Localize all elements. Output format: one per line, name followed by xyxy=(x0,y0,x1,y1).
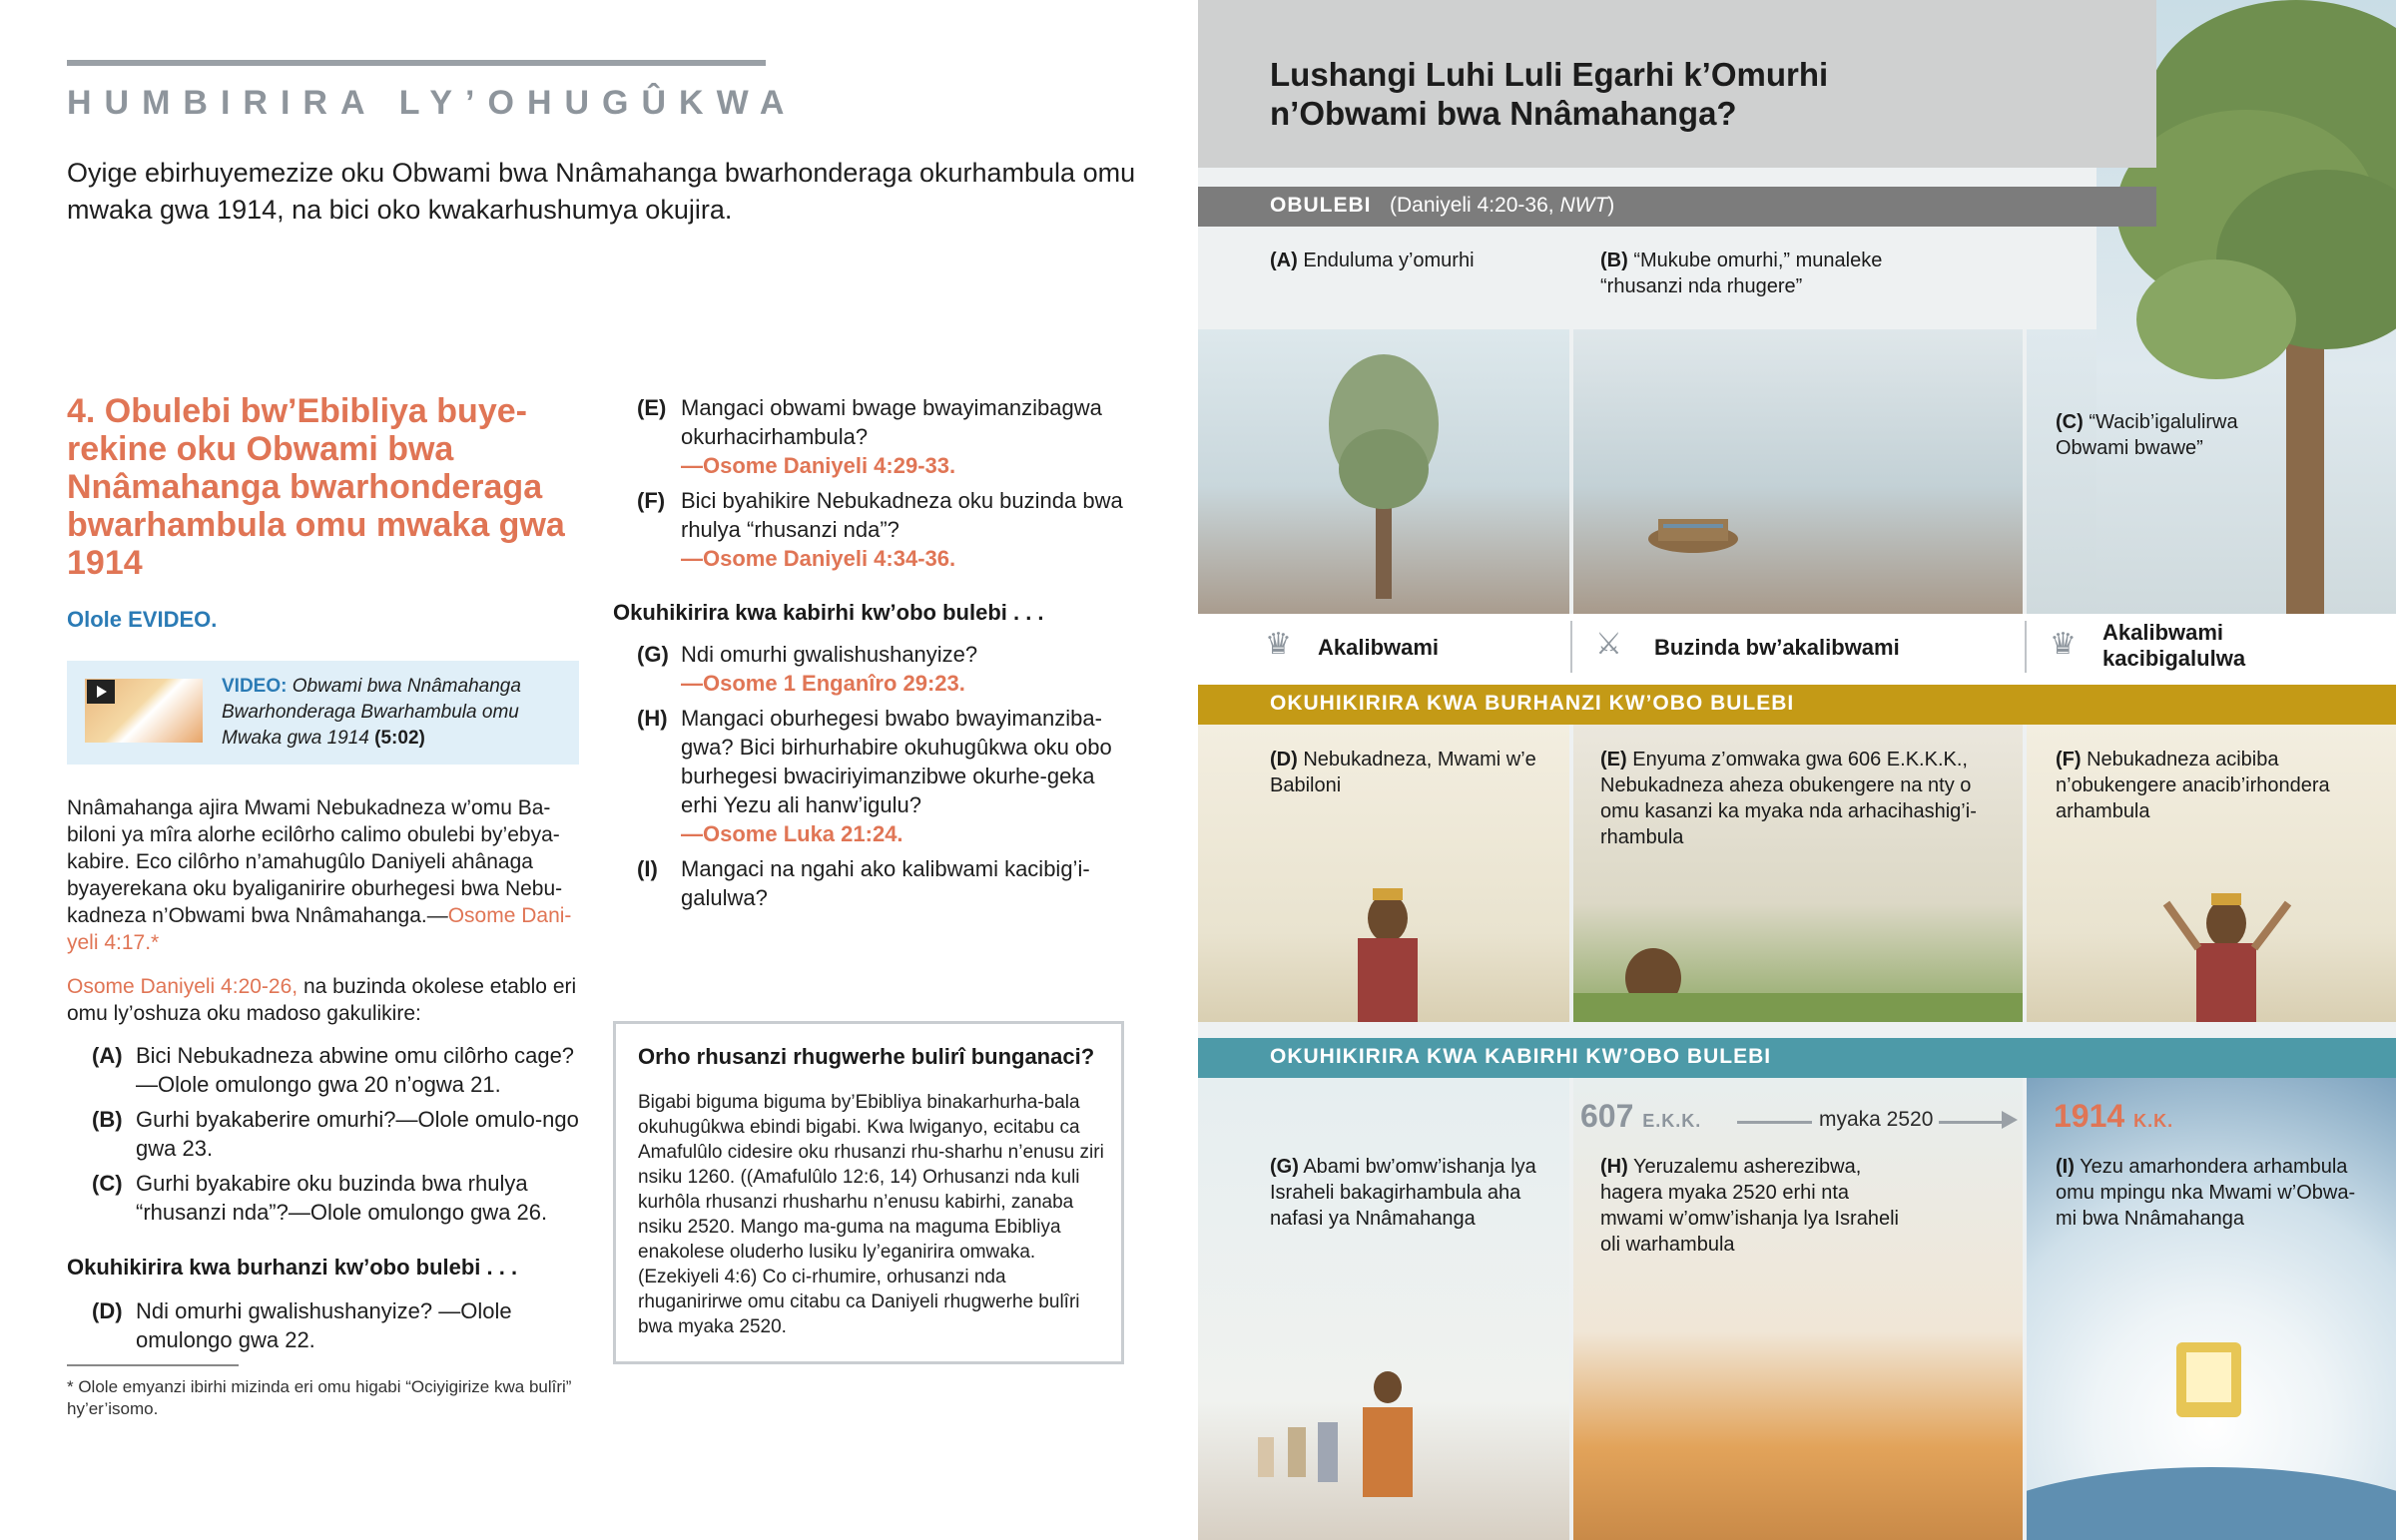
first-item-e xyxy=(1600,747,2005,850)
item-text: “Wacib’igalulirwa Obwami bwawe” xyxy=(2056,411,2238,459)
item-label: (F) xyxy=(2056,749,2082,770)
box-title: Orho rhusanzi rhugwerhe bulirî bunganaci? xyxy=(638,1044,1095,1069)
band-first-label: OKUHIKIRIRA KWA BURHANZI KW’OBO BULEBI xyxy=(1270,692,1795,715)
item-label: (C) xyxy=(2056,411,2084,433)
band-prophecy-label xyxy=(1270,194,1614,218)
video-duration: (5:02) xyxy=(374,728,425,749)
ref-text: (Daniyeli 4:20-36, xyxy=(1390,194,1554,217)
item-label: (D) xyxy=(1270,749,1298,770)
kingship-label-3: Akalibwami kacibigalulwa xyxy=(2102,620,2246,671)
scripture-ref[interactable]: —Osome 1 Enganîro 29:23. xyxy=(681,671,965,696)
kings-illustration xyxy=(1198,1367,1569,1540)
question-item xyxy=(92,1041,581,1099)
item-text: Yeruzalemu asherezibwa, hagera myaka 2520 erhi nta mwami w’omw’ishanja lya Israheli oli warhambula xyxy=(1600,1156,1899,1256)
item-label: (I) xyxy=(2056,1156,2075,1178)
question-label: (G) xyxy=(637,642,669,667)
question-text: Ndi omurhi gwalishushanyize? —Olole omulongo gwa 22. xyxy=(136,1298,512,1352)
item-label: (H) xyxy=(1600,1156,1628,1178)
divider xyxy=(1570,621,1572,673)
question-text: Bici byahikire Nebukadneza oku buzinda bwa rhulya “rhusanzi nda”? xyxy=(681,488,1123,542)
scene-jerusalem xyxy=(1573,1078,2023,1540)
divider xyxy=(2025,621,2027,673)
item-text: “Mukube omurhi,” munaleke “rhusanzi nda rhugere” xyxy=(1600,250,1883,297)
prophecy-item-a xyxy=(1270,248,1569,273)
prophecy-item-b xyxy=(1600,248,1930,299)
subhead-first-fulfillment: Okuhikirira kwa burhanzi kw’obo bulebi . . . xyxy=(67,1255,518,1280)
item-label: (B) xyxy=(1600,250,1628,271)
question-label: (C) xyxy=(92,1171,123,1196)
king-illustration xyxy=(1198,878,1569,1022)
ref-close: ) xyxy=(1607,194,1615,217)
crossed-crown-icon: ⚔ xyxy=(1595,628,1622,661)
item-text: Abami bw’omw’ishanja lya Israheli bakagirhambula aha nafasi ya Nnâmahanga xyxy=(1270,1156,1536,1230)
year-value: 1914 xyxy=(2054,1098,2125,1134)
item-text: Enduluma y’omurhi xyxy=(1303,250,1475,271)
question-text: Ndi omurhi gwalishushanyize? xyxy=(681,642,978,667)
scripture-ref[interactable]: Osome Dani-yeli 4:17.* xyxy=(67,904,572,954)
scene-restored xyxy=(2027,329,2096,614)
ref-italic: NWT xyxy=(1559,194,1608,217)
second-item-g xyxy=(1270,1154,1559,1232)
question-label: (B) xyxy=(92,1107,123,1132)
timeline-span: myaka 2520 xyxy=(1819,1108,1934,1131)
question-label: (F) xyxy=(637,488,666,513)
first-item-d xyxy=(1270,747,1549,798)
question-label: (D) xyxy=(92,1298,123,1323)
questions-g-i xyxy=(637,640,1136,912)
sidebar-box xyxy=(613,1021,1124,1364)
question-item xyxy=(637,393,1136,480)
crown-icon: ♛ xyxy=(1265,628,1292,661)
stump-illustration xyxy=(1573,329,2023,614)
video-caption[interactable] xyxy=(222,674,566,752)
band-label: OBULEBI xyxy=(1270,194,1372,217)
kingship-label-2: Buzinda bw’akalibwami xyxy=(1654,635,1900,660)
scripture-ref[interactable]: —Osome Daniyeli 4:34-36. xyxy=(681,546,956,571)
question-item xyxy=(637,704,1136,848)
question-item xyxy=(637,486,1136,573)
king-praising-illustration xyxy=(2027,878,2396,1022)
questions-a-c xyxy=(92,1041,581,1227)
question-text: Mangaci oburhegesi bwabo bwayimanziba-gwa? Bici birhurhabire okuhugûkwa oku obo burhegesi bwaciriyimanzibwe okurhe-geka erhi Yezu ali hanw’igulu? xyxy=(681,706,1112,817)
first-item-f xyxy=(2056,747,2355,824)
right-title: Lushangi Luhi Luli Egarhi k’Omurhi n’Obwami bwa Nnâmahanga? xyxy=(1270,56,1829,132)
question-item xyxy=(92,1169,581,1227)
paragraph-text: Nnâmahanga ajira Mwami Nebukadneza w’omu Ba-biloni ya mîra alorhe ecilôrho calimo obulebi by’ebya-kabire. Eco cilôrho n’amahugûlo Daniyeli ahânaga byayerekana oku byaliganirire oburhegesi bwa Nebu-kadneza n’Obwami bwa Nnâmahanga.— xyxy=(67,796,563,927)
timeline-line-right xyxy=(1939,1121,2009,1124)
tree-illustration xyxy=(1198,329,1569,614)
subhead-second-fulfillment: Okuhikirira kwa kabirhi kw’obo bulebi . . . xyxy=(613,600,1044,625)
box-text: Bigabi biguma biguma by’Ebibliya binakarhurha-bala okuhugûkwa ebindi bigabi. Kwa lwiganyo, ecitabu ca Amafulûlo cidesire oku rhusanzi rhu-sharhu n’enusu ziri nsiku 1260. ((Amafulûlo 12:6, 14) Orhusanzi nda kuli kurhôla rhusanzi rhusharhu n’enusu kabirhi, zanaba nsiku 2520. Mango ma-guma na maguma Ebibliya enakolese oluderho lusiku ly’eganirira omwaka. (Ezekiyeli 4:6) Co ci-rhumire, orhusanzi nda rhuganirirwe omu citabu ca Daniyeli rhugwerhe bulîri bwa myaka 2520. xyxy=(638,1092,1104,1337)
item-text: Nebukadneza, Mwami w’e Babiloni xyxy=(1270,749,1536,796)
question-label: (A) xyxy=(92,1043,123,1068)
video-link[interactable]: Olole EVIDEO. xyxy=(67,607,218,632)
item-label: (G) xyxy=(1270,1156,1299,1178)
question-title: 4. Obulebi bw’Ebibliya buye-rekine oku Obwami bwa Nnâmahanga bwarhonderaga bwarhambula omu mwaka gwa 1914 xyxy=(67,392,565,582)
question-text: Mangaci na ngahi ako kalibwami kacibig’i-galulwa? xyxy=(681,856,1090,910)
video-prefix: VIDEO: xyxy=(222,676,288,697)
second-item-i xyxy=(2056,1154,2365,1232)
question-label: (E) xyxy=(637,395,667,420)
scripture-ref[interactable]: —Osome Daniyeli 4:29-33. xyxy=(681,453,956,478)
arrow-right-icon xyxy=(2002,1111,2018,1129)
question-item xyxy=(637,640,1136,698)
year-value: 607 xyxy=(1580,1098,1634,1134)
timeline-start-year xyxy=(1580,1098,1701,1135)
band-ref[interactable] xyxy=(1378,194,1614,217)
kingship-label-1: Akalibwami xyxy=(1318,635,1440,660)
question-text: Mangaci obwami bwage bwayimanzibagwa okurhacirhambula? xyxy=(681,395,1102,449)
question-item xyxy=(92,1296,581,1354)
body-paragraph-1 xyxy=(67,794,581,956)
throne-illustration xyxy=(2027,1327,2396,1540)
question-item xyxy=(637,854,1136,912)
footnote-rule xyxy=(67,1364,239,1366)
item-text: Yezu amarhondera arhambula omu mpingu nka Mwami w’Obwa-mi bwa Nnâmahanga xyxy=(2056,1156,2356,1230)
item-label: (A) xyxy=(1270,250,1298,271)
timeline-end-year xyxy=(2054,1098,2173,1135)
crown-icon: ♛ xyxy=(2050,628,2077,661)
scripture-ref[interactable]: Osome Daniyeli 4:20-26, xyxy=(67,975,299,998)
second-item-h xyxy=(1600,1154,1900,1258)
scripture-ref[interactable]: —Osome Luka 21:24. xyxy=(681,821,903,846)
questions-e-f xyxy=(637,393,1136,573)
question-text: Gurhi byakabire oku buzinda bwa rhulya “rhusanzi nda”?—Olole omulongo gwa 26. xyxy=(136,1171,548,1225)
section-rule xyxy=(67,60,766,66)
question-item xyxy=(92,1105,581,1163)
item-text: Enyuma z’omwaka gwa 606 E.K.K.K., Nebukadneza aheza obukengere na nty o omu kasanzi ka myaka nda arhacihashig’i-rhambula xyxy=(1600,749,1977,848)
era-label: E.K.K. xyxy=(1642,1111,1702,1131)
footnote: * Olole emyanzi ibirhi mizinda eri omu higabi “Ociyigirize kwa bulîri” hy’er’isomo. xyxy=(67,1377,572,1418)
paragraph-text: na buzinda okolese etablo eri omu ly’oshuza oku madoso gakulikire: xyxy=(67,975,577,1025)
timeline-line-left xyxy=(1737,1121,1812,1124)
question-text: Bici Nebukadneza abwine omu cilôrho cage?—Olole omulongo gwa 20 n’ogwa 21. xyxy=(136,1043,575,1097)
video-title: Obwami bwa Nnâmahanga Bwarhonderaga Bwarhambula omu Mwaka gwa 1914 xyxy=(222,676,521,749)
band-second-label: OKUHIKIRIRA KWA KABIRHI KW’OBO BULEBI xyxy=(1270,1045,1772,1068)
item-label: (E) xyxy=(1600,749,1627,770)
intro-paragraph: Oyige ebirhuyemezize oku Obwami bwa Nnâmahanga bwarhonderaga okurhambula omu mwaka gwa 1914, na bici oko kwakarhushumya okujira. xyxy=(67,158,1136,225)
prophecy-item-c xyxy=(2056,409,2270,461)
section-kicker: HUMBIRIRA LY’OHUGÛKWA xyxy=(67,84,798,122)
item-text: Nebukadneza acibiba n’obukengere anacib’irhondera arhambula xyxy=(2056,749,2330,822)
question-label: (I) xyxy=(637,856,658,881)
era-label: K.K. xyxy=(2133,1111,2174,1131)
body-paragraph-2 xyxy=(67,973,581,1027)
play-icon[interactable] xyxy=(87,680,115,704)
man-in-field-illustration xyxy=(1573,928,2023,1022)
question-label: (H) xyxy=(637,706,668,731)
question-text: Gurhi byakaberire omurhi?—Olole omulo-ngo gwa 23. xyxy=(136,1107,579,1161)
